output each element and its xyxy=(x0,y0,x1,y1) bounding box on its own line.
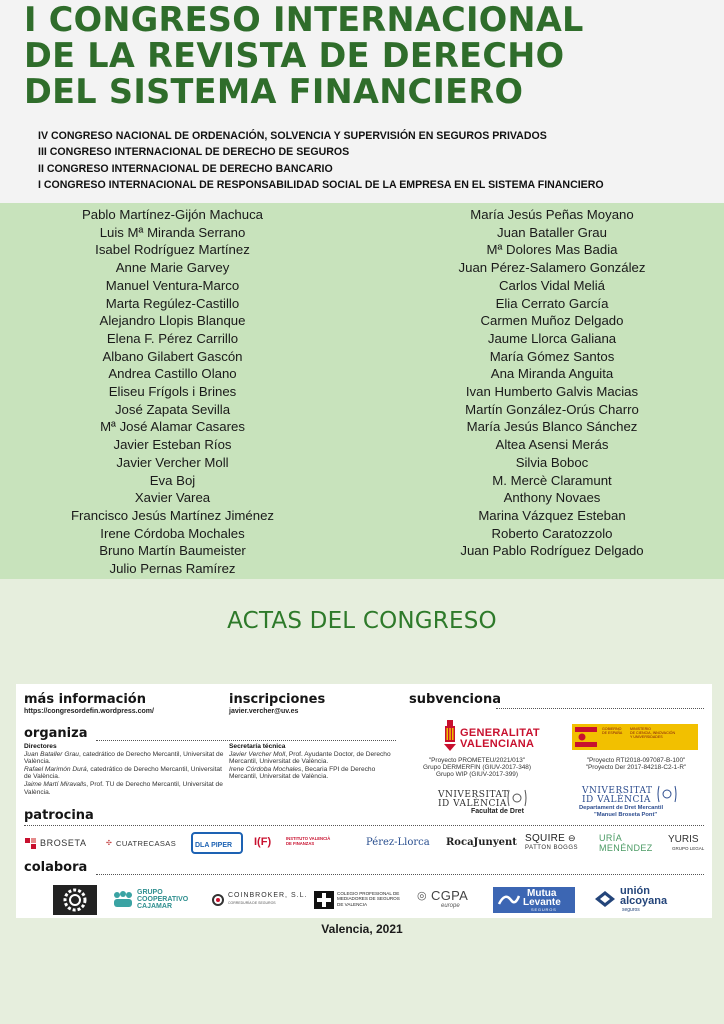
author-name: Xavier Varea xyxy=(134,490,211,506)
ministerio-line: DE ESPAÑA xyxy=(602,731,623,735)
uv-seal-icon xyxy=(506,789,528,807)
secretary-name: Irene Córdoba Mochales xyxy=(229,765,302,773)
seguros-label: SEGUROS xyxy=(531,907,557,912)
mutua-levante-logo xyxy=(493,887,575,913)
mutua-wave-icon xyxy=(497,890,521,910)
broseta-logo: BROSETA xyxy=(40,838,87,848)
cajamar-people-icon xyxy=(112,890,134,908)
author-name: Juan Pérez-Salamero González xyxy=(458,260,646,276)
squire-logo: SQUIRE xyxy=(525,833,566,844)
coinbroker-icon xyxy=(212,893,224,905)
ministerio-text xyxy=(630,727,675,739)
subtitle-2: III CONGRESO INTERNACIONAL DE DERECHO DE SEGUROS xyxy=(38,146,350,159)
secretary-name: Javier Vercher Moll xyxy=(229,750,286,758)
author-name: Silvia Boboc xyxy=(515,454,589,470)
dotted-divider xyxy=(496,708,704,709)
ivf-text xyxy=(286,836,330,846)
ministerio-line: MINISTERIO xyxy=(630,727,651,731)
author-name: María Jesús Blanco Sánchez xyxy=(466,419,638,435)
colegio-line: DE VALENCIA xyxy=(337,901,368,907)
author-name: Julio Pernas Ramírez xyxy=(109,561,236,577)
cajamar-logo xyxy=(137,889,188,910)
author-name: Isabel Rodríguez Martínez xyxy=(95,242,250,258)
patton-boggs-logo: PATTON BOGGS xyxy=(525,845,579,851)
dotted-divider xyxy=(24,825,704,826)
ministerio-line: DE CIENCIA, INNOVACIÓN xyxy=(630,731,676,735)
cuatrecasas-icon: ✣ xyxy=(106,840,112,847)
director-role: , catedrático de Derecho Mercantil, Universitat de València. xyxy=(24,750,224,766)
authors-left-column xyxy=(0,206,345,578)
author-name: Elia Cerrato García xyxy=(495,295,609,311)
place-and-year: Valencia, 2021 xyxy=(321,922,403,936)
spain-shield-icon xyxy=(575,727,597,747)
author-name: Francisco Jesús Martínez Jiménez xyxy=(70,507,274,523)
cuatrecasas-logo: CUATRECASAS xyxy=(116,839,177,848)
uv-seal-icon xyxy=(656,785,678,803)
union-seguros-label: seguros xyxy=(622,907,640,913)
website-link[interactable]: https://congresordefin.wordpress.com/ xyxy=(24,708,154,715)
union-alcoyana-icon xyxy=(594,890,616,908)
author-name: José Zapata Sevilla xyxy=(114,401,231,417)
author-name: Anne Marie Garvey xyxy=(115,260,230,276)
secretary-role: , Becaria FPI de Derecho Mercantil, Universitat de València. xyxy=(229,765,376,781)
partner-logo-dark xyxy=(53,885,97,915)
ivf-line: DE FINANZAS xyxy=(286,841,315,846)
header xyxy=(0,0,724,203)
director-name: Rafael Marimón Durá xyxy=(24,765,87,773)
cgpa-logo: CGPA xyxy=(431,888,469,903)
main-title xyxy=(24,2,724,110)
caption-line: Grupo WIP (GIUV-2017-399) xyxy=(436,771,518,779)
author-name: Juan Bataller Grau xyxy=(497,224,607,240)
dotted-divider xyxy=(96,740,396,741)
uv-dept-label-2: ID VALÈNCIA xyxy=(582,795,651,805)
author-name: Javier Esteban Ríos xyxy=(113,437,232,453)
author-name: Marta Regúlez-Castillo xyxy=(105,295,240,311)
coinbroker-sub: CORREDURÍA DE SEGUROS xyxy=(228,901,276,905)
mutua-label: Mutua xyxy=(527,888,557,899)
colegio-line: COLEGIO PROFESIONAL DE xyxy=(337,891,400,896)
dla-piper-label: DLA PIPER xyxy=(195,842,233,849)
perez-llorca-logo: Pérez-Llorca xyxy=(366,837,430,848)
secretaria-block xyxy=(229,743,399,781)
author-name: Elena F. Pérez Carrillo xyxy=(106,330,239,346)
author-name: Marina Vázquez Esteban xyxy=(478,507,626,523)
subtitle-1: IV CONGRESO NACIONAL DE ORDENACIÓN, SOLVENCIA Y SUPERVISIÓN EN SEGUROS PRIVADOS xyxy=(38,130,547,142)
ministerio-projects-caption xyxy=(568,757,704,771)
colabora-heading: colabora xyxy=(24,860,88,875)
union-label: unión xyxy=(620,885,650,897)
caption-line: Grupo DERMERFIN (GIUV-2017-348) xyxy=(423,764,531,772)
author-name: Carlos Vidal Meliá xyxy=(498,277,606,293)
author-name: Jaume Llorca Galiana xyxy=(487,330,617,346)
uv-dept-label-3: Departament de Dret Mercantil xyxy=(579,805,664,811)
colegio-line: MEDIADORES DE SEGUROS xyxy=(337,896,400,902)
yuris-logo: YURIS xyxy=(668,834,699,845)
menendez-logo: MENÉNDEZ xyxy=(599,843,653,853)
cajamar-line: GRUPO xyxy=(137,889,163,896)
directores-label: Directores xyxy=(24,743,57,750)
authors-right-column xyxy=(380,206,724,560)
author-name: Alejandro Llopis Blanque xyxy=(99,313,246,329)
ministerio-logo xyxy=(572,724,698,750)
subvenciona-heading: subvenciona xyxy=(409,692,501,707)
director-name: Juan Bataller Grau xyxy=(24,750,79,758)
patrocina-heading: patrocina xyxy=(24,808,94,823)
generalitat-label-1: GENERALITAT xyxy=(460,727,540,739)
author-name: Mª Dolores Mas Badia xyxy=(486,242,618,258)
uv-facultat-label-2: ID VALÈNCIA xyxy=(438,799,507,809)
cgpa-sub: europe xyxy=(441,903,460,909)
author-name: Altea Asensi Merás xyxy=(495,437,609,453)
director-role: , catedrático de Derecho Mercantil, Universitat de València. xyxy=(24,765,222,781)
uv-facultat-label-3: Facultat de Dret xyxy=(471,808,524,815)
registration-email[interactable]: javier.vercher@uv.es xyxy=(229,708,299,715)
dla-piper-logo xyxy=(191,832,243,854)
author-name: Pablo Martínez-Gijón Machuca xyxy=(81,207,264,222)
author-name: Mª José Alamar Casares xyxy=(100,419,245,435)
title-line-3: DEL SISTEMA FINANCIERO xyxy=(24,72,524,111)
author-name: Manuel Ventura-Marco xyxy=(105,277,240,293)
author-name: Martín González-Orús Charro xyxy=(465,401,639,417)
author-name: María Gómez Santos xyxy=(489,348,615,364)
author-name: Eva Boj xyxy=(149,472,196,488)
title-line-1: I CONGRESO INTERNACIONAL xyxy=(24,0,584,39)
author-name: Ivan Humberto Galvis Macias xyxy=(465,384,639,400)
caption-line: "Proyecto Der 2017-84218-C2-1-R" xyxy=(585,764,687,772)
subtitle-4: I CONGRESO INTERNACIONAL DE RESPONSABILIDAD SOCIAL DE LA EMPRESA EN EL SISTEMA FINANCIERO xyxy=(38,179,604,192)
uria-logo: URÍA xyxy=(599,833,623,843)
author-name: Luis Mª Miranda Serrano xyxy=(99,224,246,240)
subtitle-3: II CONGRESO INTERNACIONAL DE DERECHO BANCARIO xyxy=(38,162,333,175)
secretary-role: , Prof. Ayudante Doctor, de Derecho Mercantil, Universitat de València. xyxy=(229,750,391,766)
gva-projects-caption xyxy=(414,757,540,779)
authors-band xyxy=(0,203,724,579)
organiza-heading: organiza xyxy=(24,726,88,741)
coinbroker-logo: COINBROKER, S.L. xyxy=(228,892,308,899)
actas-title: ACTAS DEL CONGRESO xyxy=(227,608,497,634)
author-name: Juan Pablo Rodríguez Delgado xyxy=(460,543,644,559)
uv-dept-label-1: VNIVERSITAT xyxy=(582,786,653,796)
generalitat-crest-icon xyxy=(443,720,457,752)
cajamar-line: CAJAMAR xyxy=(137,903,172,910)
author-name: Bruno Martín Baumeister xyxy=(99,543,246,559)
gear-emblem-icon xyxy=(53,885,97,915)
yuris-sub: GRUPO LEGAL xyxy=(672,846,705,851)
colegio-logo xyxy=(337,891,400,907)
author-name: María Jesús Peñas Moyano xyxy=(470,207,634,222)
generalitat-label-2: VALENCIANA xyxy=(460,738,535,750)
cajamar-line: COOPERATIVO xyxy=(137,896,189,903)
director-name: Jaime Martí Miravalls xyxy=(24,780,87,788)
info-box xyxy=(16,684,712,918)
caption-line: "Proyecto PROMETEU/2021/013" xyxy=(428,757,526,764)
author-name: Albano Gilabert Gascón xyxy=(102,348,243,364)
author-name: Carmen Muñoz Delgado xyxy=(480,313,624,329)
director-role: , Prof. TU de Derecho Mercantil, Universitat de València. xyxy=(24,780,223,796)
uv-dept-label-4: "Manuel Broseta Pont" xyxy=(594,812,658,818)
roca-junyent-logo: RocaJunyent xyxy=(446,837,517,848)
author-name: Eliseu Frígols i Brines xyxy=(108,384,237,400)
ministerio-line: GOBIERNO xyxy=(602,727,622,731)
ministerio-text xyxy=(602,727,622,735)
inscripciones-heading: inscripciones xyxy=(229,692,326,707)
alcoyana-label: alcoyana xyxy=(620,895,668,907)
author-name: Roberto Caratozzolo xyxy=(491,525,613,541)
author-name: M. Mercè Claramunt xyxy=(492,472,612,488)
author-name: Anthony Novaes xyxy=(503,490,601,506)
cgpa-icon: ◎ xyxy=(417,890,427,902)
mas-informacion-heading: más información xyxy=(24,692,146,707)
squire-ring-icon: ⊖ xyxy=(568,833,576,843)
author-name: Javier Vercher Moll xyxy=(116,454,229,470)
directores-block xyxy=(24,743,224,796)
ivf-line: INSTITUTO VALENCIÀ xyxy=(286,836,331,841)
subtitle-list xyxy=(38,128,718,194)
ministerio-line: Y UNIVERSIDADES xyxy=(630,735,663,739)
author-name: Irene Córdoba Mochales xyxy=(100,525,245,541)
title-line-2: DE LA REVISTA DE DERECHO xyxy=(24,36,565,75)
levante-label: Levante xyxy=(523,897,561,908)
secretaria-label: Secretaría técnica xyxy=(229,743,286,750)
colegio-cross-icon xyxy=(314,891,334,909)
uv-facultat-label-1: VNIVERSITAT xyxy=(438,790,509,800)
dotted-divider xyxy=(96,874,704,875)
author-name: Andrea Castillo Olano xyxy=(108,366,237,382)
broseta-logo-icon xyxy=(25,837,37,849)
caption-line: "Proyecto RTI2018-097087-B-100" xyxy=(586,757,686,764)
author-name: Ana Miranda Anguita xyxy=(490,366,614,382)
ivf-mark: I(F) xyxy=(254,836,272,848)
